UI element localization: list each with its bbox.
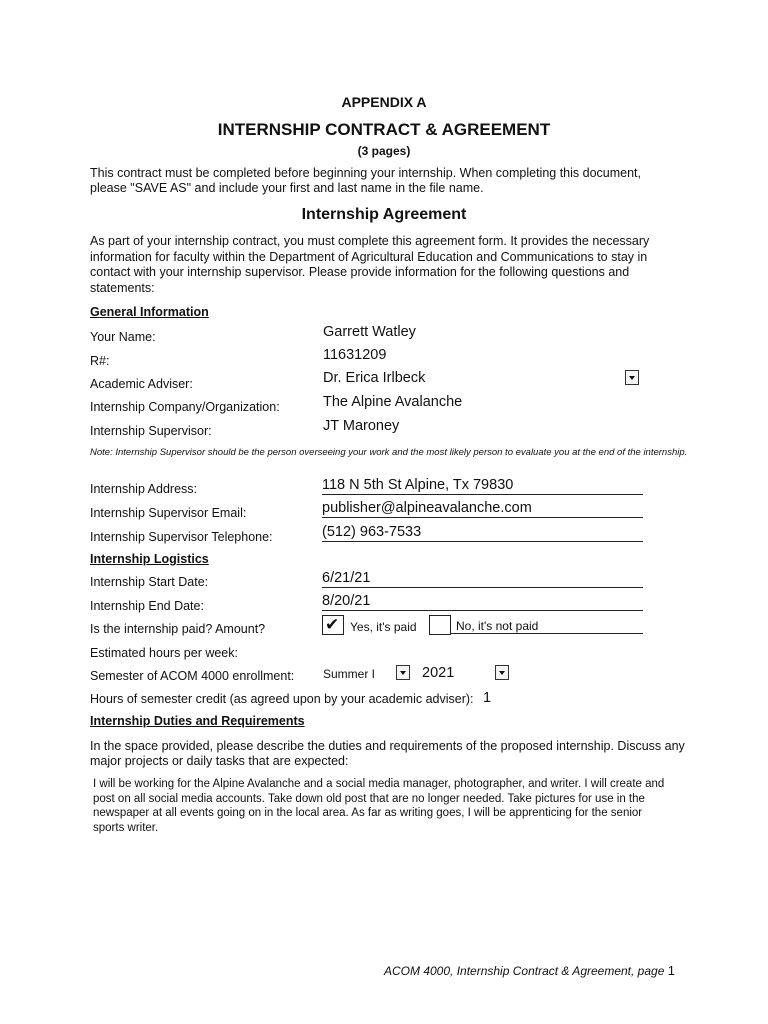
email-label: Internship Supervisor Email: — [90, 506, 247, 520]
phone-label: Internship Supervisor Telephone: — [90, 530, 273, 544]
year-dropdown-icon[interactable] — [495, 665, 509, 680]
semester-label: Semester of ACOM 4000 enrollment: — [90, 669, 295, 683]
duties-heading: Internship Duties and Requirements — [90, 714, 305, 728]
name-field[interactable]: Garrett Watley — [323, 324, 416, 340]
r-number-field[interactable]: 11631209 — [323, 347, 387, 363]
adviser-field[interactable]: Dr. Erica Irlbeck — [323, 370, 426, 386]
adviser-dropdown-icon[interactable] — [625, 370, 639, 385]
paid-no-checkbox[interactable] — [429, 615, 451, 635]
supervisor-field[interactable]: JT Maroney — [323, 418, 400, 434]
r-number-label: R#: — [90, 354, 110, 368]
page-count: (3 pages) — [357, 144, 411, 158]
company-label: Internship Company/Organization: — [90, 400, 280, 414]
address-label: Internship Address: — [90, 482, 198, 496]
adviser-label: Academic Adviser: — [90, 377, 193, 391]
checkmark-icon: ✔ — [325, 615, 340, 634]
supervisor-label: Internship Supervisor: — [90, 424, 212, 438]
start-date-field[interactable]: 6/21/21 — [322, 570, 643, 588]
credit-field[interactable]: 1 — [483, 690, 492, 706]
credit-label: Hours of semester credit (as agreed upon by your academic adviser): — [90, 692, 474, 706]
appendix-label: APPENDIX A — [341, 94, 427, 110]
agreement-heading: Internship Agreement — [301, 206, 467, 223]
logistics-heading: Internship Logistics — [90, 552, 209, 566]
duties-instructions: In the space provided, please describe the duties and requirements of the proposed internship. Discuss any major projects or daily tasks that are expected: — [90, 739, 685, 768]
paid-no-label: No, it's not paid — [451, 619, 643, 634]
page-footer — [384, 963, 675, 978]
paid-yes-checkbox[interactable] — [322, 615, 344, 635]
semester-dropdown-icon[interactable] — [396, 665, 410, 680]
paid-yes-label: Yes, it's paid — [350, 620, 417, 634]
phone-field[interactable]: (512) 963-7533 — [322, 524, 643, 542]
page-number: 1 — [667, 963, 675, 978]
address-field[interactable]: 118 N 5th St Alpine, Tx 79830 — [322, 477, 643, 495]
company-field[interactable]: The Alpine Avalanche — [323, 394, 463, 410]
email-field[interactable]: publisher@alpineavalanche.com — [322, 500, 643, 518]
hours-label: Estimated hours per week: — [90, 646, 238, 660]
general-info-heading: General Information — [90, 305, 209, 319]
document-title: INTERNSHIP CONTRACT & AGREEMENT — [217, 120, 551, 139]
end-date-label: Internship End Date: — [90, 599, 204, 613]
paid-label: Is the internship paid? Amount? — [90, 622, 266, 636]
end-date-field[interactable]: 8/20/21 — [322, 593, 643, 611]
agreement-intro: As part of your internship contract, you must complete this agreement form. It provides the necessary information for faculty within the Department of Agricultural Education and Communications to stay in contact with your internship supervisor. Please provide information for the following questions and statements: — [90, 234, 650, 295]
intro-text: This contract must be completed before beginning your internship. When completing this document, please "SAVE AS" and include your first and last name in the file name. — [90, 166, 641, 195]
footer-text: ACOM 4000, Internship Contract & Agreement, page — [384, 964, 665, 978]
start-date-label: Internship Start Date: — [90, 575, 209, 589]
name-label: Your Name: — [90, 330, 156, 344]
semester-field[interactable]: Summer I — [323, 667, 376, 681]
duties-response-field[interactable]: I will be working for the Alpine Avalanche and a social media manager, photographer, and writer. I will create and post on all social media accounts. Take down old post that are no longer needed. Take pictures for use in the newspaper at all events going on in the local area. As far as writing goes, I will be apprenticing for the senior sports writer. — [93, 778, 665, 834]
year-field[interactable]: 2021 — [422, 665, 455, 681]
supervisor-note: Note: Internship Supervisor should be the person overseeing your work and the most likely person to evaluate you at the end of the internship. — [90, 447, 688, 458]
